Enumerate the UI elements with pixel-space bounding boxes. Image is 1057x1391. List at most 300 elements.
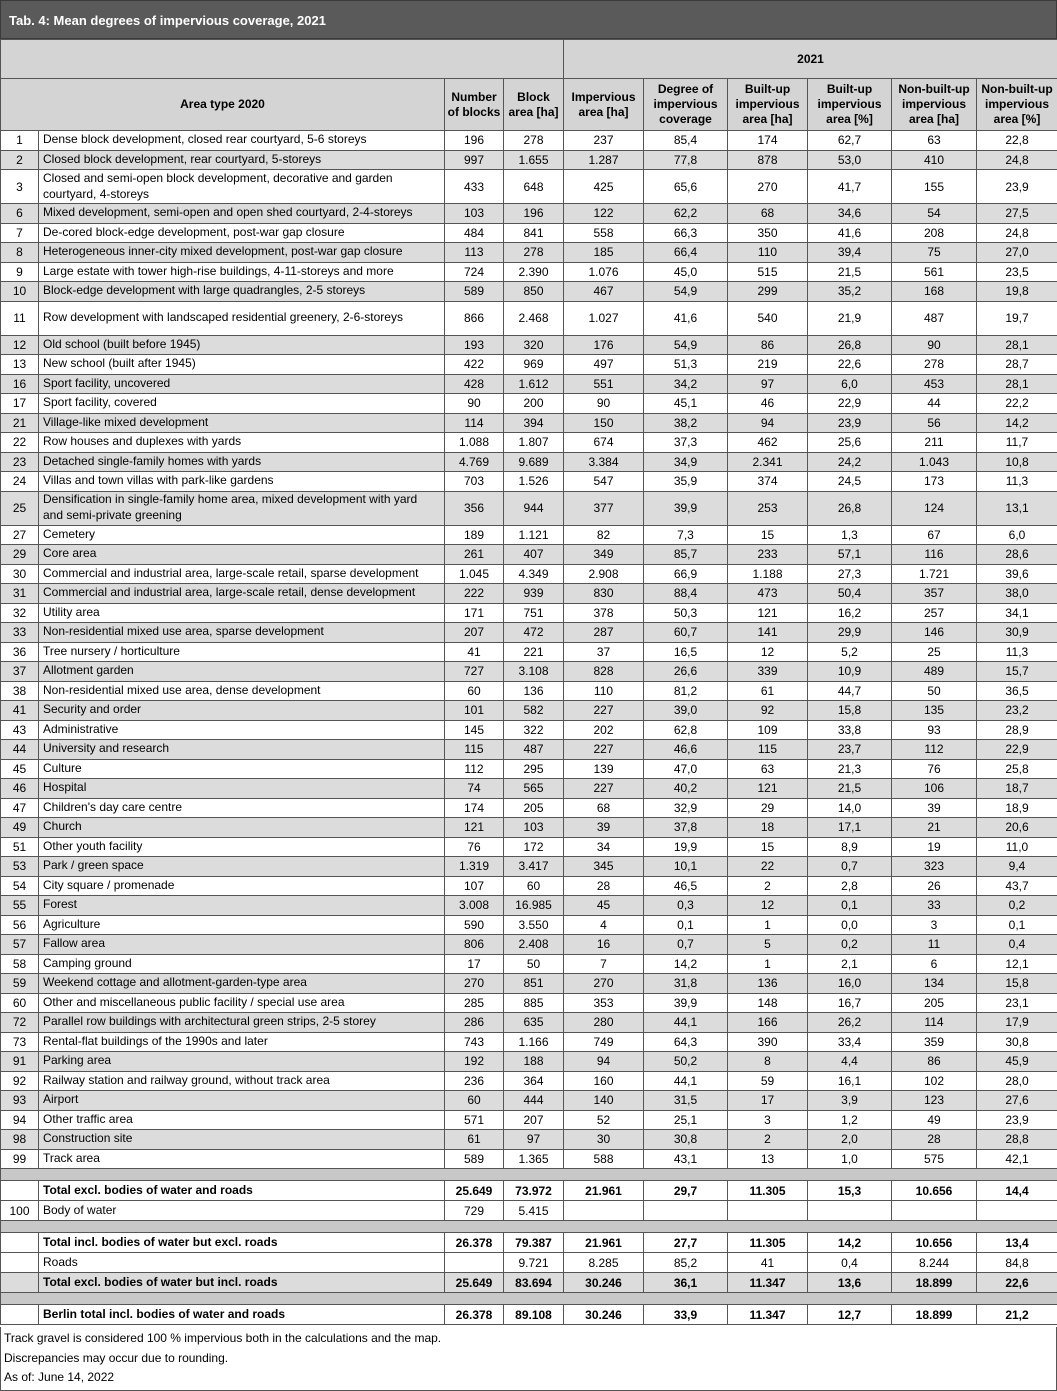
row-area-type: Tree nursery / horticulture — [39, 642, 445, 662]
row-value: 377 — [564, 491, 644, 525]
row-value: 428 — [445, 374, 504, 394]
row-value: 374 — [728, 472, 808, 492]
row-code: 11 — [1, 301, 39, 335]
row-value: 25,8 — [977, 759, 1057, 779]
row-code: 37 — [1, 662, 39, 682]
row-value: 270 — [728, 170, 808, 204]
row-value: 46,6 — [644, 740, 728, 760]
table-row — [1, 642, 1057, 662]
table-row — [1, 818, 1057, 838]
row-area-type: Total excl. bodies of water but incl. roads — [39, 1273, 445, 1293]
row-code: 56 — [1, 915, 39, 935]
row-value: 97 — [504, 1130, 564, 1150]
table-row — [1, 525, 1057, 545]
row-value: 26.378 — [445, 1233, 504, 1253]
row-value: 17,1 — [808, 818, 892, 838]
row-area-type: Parallel row buildings with architectural green strips, 2-5 storey — [39, 1013, 445, 1033]
row-code: 47 — [1, 798, 39, 818]
row-value: 2 — [728, 876, 808, 896]
row-code: 54 — [1, 876, 39, 896]
row-value: 6 — [892, 954, 977, 974]
row-value: 31,8 — [644, 974, 728, 994]
row-value: 270 — [564, 974, 644, 994]
row-code: 38 — [1, 681, 39, 701]
table-row — [1, 452, 1057, 472]
row-value: 39 — [564, 818, 644, 838]
row-area-type: Other and miscellaneous public facility / special use area — [39, 993, 445, 1013]
table-row — [1, 394, 1057, 414]
row-value: 2,1 — [808, 954, 892, 974]
table-row — [1, 759, 1057, 779]
row-value: 1.027 — [564, 301, 644, 335]
row-value: 10,8 — [977, 452, 1057, 472]
row-value: 357 — [892, 584, 977, 604]
row-value: 9.689 — [504, 452, 564, 472]
table-row — [1, 1013, 1057, 1033]
row-area-type: Railway station and railway ground, without track area — [39, 1071, 445, 1091]
row-value: 2.408 — [504, 935, 564, 955]
row-area-type: Parking area — [39, 1052, 445, 1072]
table-title: Tab. 4: Mean degrees of impervious coverage, 2021 — [0, 0, 1057, 39]
row-value: 23,9 — [977, 1110, 1057, 1130]
row-value: 155 — [892, 170, 977, 204]
row-value: 93 — [892, 720, 977, 740]
row-value: 233 — [728, 545, 808, 565]
row-value: 15 — [728, 837, 808, 857]
row-value: 571 — [445, 1110, 504, 1130]
row-value: 46 — [728, 394, 808, 414]
row-value: 61 — [445, 1130, 504, 1150]
row-value: 39,6 — [977, 564, 1057, 584]
row-value: 45,0 — [644, 262, 728, 282]
row-value: 2.908 — [564, 564, 644, 584]
row-value: 24,8 — [977, 223, 1057, 243]
row-value: 339 — [728, 662, 808, 682]
row-value: 101 — [445, 701, 504, 721]
row-value: 29,9 — [808, 623, 892, 643]
table-row — [1, 301, 1057, 335]
row-value: 558 — [564, 223, 644, 243]
table-row — [1, 1149, 1057, 1169]
row-value: 1.655 — [504, 150, 564, 170]
row-value: 278 — [504, 243, 564, 263]
row-value: 145 — [445, 720, 504, 740]
row-value — [892, 1201, 977, 1221]
row-value: 196 — [445, 131, 504, 151]
header-impervious-area: Impervious area [ha] — [564, 79, 644, 131]
row-value: 43,7 — [977, 876, 1057, 896]
row-value: 26,2 — [808, 1013, 892, 1033]
header-built-up-pct: Built-up impervious area [%] — [808, 79, 892, 131]
row-value: 582 — [504, 701, 564, 721]
row-value: 124 — [892, 491, 977, 525]
header-block-area: Block area [ha] — [504, 79, 564, 131]
row-value: 205 — [504, 798, 564, 818]
row-value: 589 — [445, 1149, 504, 1169]
row-value: 74 — [445, 779, 504, 799]
row-value: 23,1 — [977, 993, 1057, 1013]
row-value: 60,7 — [644, 623, 728, 643]
row-value: 56 — [892, 413, 977, 433]
row-code: 13 — [1, 355, 39, 375]
table-row — [1, 584, 1057, 604]
row-value: 0,7 — [808, 857, 892, 877]
row-value: 18,9 — [977, 798, 1057, 818]
table-row — [1, 798, 1057, 818]
table-row — [1, 876, 1057, 896]
row-value: 21.961 — [564, 1181, 644, 1201]
row-value: 4,4 — [808, 1052, 892, 1072]
row-value: 648 — [504, 170, 564, 204]
row-value: 11.347 — [728, 1305, 808, 1325]
row-value: 26,8 — [808, 491, 892, 525]
row-value: 27,6 — [977, 1091, 1057, 1111]
row-value: 703 — [445, 472, 504, 492]
row-code: 73 — [1, 1032, 39, 1052]
row-value: 65,6 — [644, 170, 728, 204]
row-value: 41,7 — [808, 170, 892, 204]
row-value: 0,2 — [808, 935, 892, 955]
row-value: 2.468 — [504, 301, 564, 335]
row-value: 287 — [564, 623, 644, 643]
table-row — [1, 1253, 1057, 1273]
row-value: 3.550 — [504, 915, 564, 935]
row-value: 171 — [445, 603, 504, 623]
row-value: 79.387 — [504, 1233, 564, 1253]
row-value: 86 — [728, 335, 808, 355]
row-value: 674 — [564, 433, 644, 453]
row-value: 193 — [445, 335, 504, 355]
table-row — [1, 355, 1057, 375]
row-value: 17 — [445, 954, 504, 974]
row-value: 3.108 — [504, 662, 564, 682]
row-value: 14,4 — [977, 1181, 1057, 1201]
row-value: 202 — [564, 720, 644, 740]
row-value: 22,2 — [977, 394, 1057, 414]
row-value: 16,1 — [808, 1071, 892, 1091]
row-value: 18.899 — [892, 1305, 977, 1325]
row-value: 3.008 — [445, 896, 504, 916]
row-code: 72 — [1, 1013, 39, 1033]
row-value: 851 — [504, 974, 564, 994]
row-value: 8,9 — [808, 837, 892, 857]
table-row — [1, 974, 1057, 994]
row-value: 46,5 — [644, 876, 728, 896]
row-value: 219 — [728, 355, 808, 375]
row-value: 10,1 — [644, 857, 728, 877]
row-value: 76 — [445, 837, 504, 857]
row-value: 50 — [504, 954, 564, 974]
row-value: 841 — [504, 223, 564, 243]
row-code: 7 — [1, 223, 39, 243]
row-code: 23 — [1, 452, 39, 472]
row-value: 23,2 — [977, 701, 1057, 721]
row-value: 320 — [504, 335, 564, 355]
row-value: 25,6 — [808, 433, 892, 453]
row-code: 10 — [1, 282, 39, 302]
row-value: 425 — [564, 170, 644, 204]
row-value: 12 — [728, 642, 808, 662]
row-value: 11.305 — [728, 1181, 808, 1201]
row-code: 100 — [1, 1201, 39, 1221]
row-value: 53,0 — [808, 150, 892, 170]
row-code: 91 — [1, 1052, 39, 1072]
row-value: 150 — [564, 413, 644, 433]
footnote: Track gravel is considered 100 % impervious both in the calculations and the map. — [4, 1329, 1053, 1349]
row-value: 168 — [892, 282, 977, 302]
row-value: 16,0 — [808, 974, 892, 994]
row-value: 51,3 — [644, 355, 728, 375]
row-value: 136 — [728, 974, 808, 994]
row-value: 22,6 — [808, 355, 892, 375]
table-row — [1, 1201, 1057, 1221]
row-value: 15,8 — [808, 701, 892, 721]
row-value: 36,5 — [977, 681, 1057, 701]
row-value: 109 — [728, 720, 808, 740]
row-area-type: Children's day care centre — [39, 798, 445, 818]
row-value: 115 — [445, 740, 504, 760]
row-value: 28,9 — [977, 720, 1057, 740]
row-value: 4.349 — [504, 564, 564, 584]
row-value: 1.166 — [504, 1032, 564, 1052]
spacer-row — [1, 1169, 1057, 1181]
row-value: 35,2 — [808, 282, 892, 302]
row-value: 515 — [728, 262, 808, 282]
row-value: 57,1 — [808, 545, 892, 565]
row-value: 45 — [564, 896, 644, 916]
spacer-cell — [1, 1169, 1057, 1181]
row-value: 11,0 — [977, 837, 1057, 857]
row-value: 1.045 — [445, 564, 504, 584]
row-value: 39,9 — [644, 491, 728, 525]
row-value: 28 — [892, 1130, 977, 1150]
row-area-type: Fallow area — [39, 935, 445, 955]
row-code: 31 — [1, 584, 39, 604]
row-value: 45,1 — [644, 394, 728, 414]
row-value: 28,1 — [977, 374, 1057, 394]
row-value: 27,7 — [644, 1233, 728, 1253]
table-row — [1, 170, 1057, 204]
row-value: 17 — [728, 1091, 808, 1111]
row-value: 50,3 — [644, 603, 728, 623]
row-value: 19 — [892, 837, 977, 857]
row-code: 24 — [1, 472, 39, 492]
row-value: 751 — [504, 603, 564, 623]
row-value: 10.656 — [892, 1233, 977, 1253]
row-area-type: Church — [39, 818, 445, 838]
row-value: 166 — [728, 1013, 808, 1033]
row-value: 90 — [564, 394, 644, 414]
row-code: 16 — [1, 374, 39, 394]
row-value: 969 — [504, 355, 564, 375]
row-value: 28,7 — [977, 355, 1057, 375]
row-value: 112 — [892, 740, 977, 760]
table-row — [1, 150, 1057, 170]
row-value: 7,3 — [644, 525, 728, 545]
row-value: 27,0 — [977, 243, 1057, 263]
row-area-type: Rental-flat buildings of the 1990s and later — [39, 1032, 445, 1052]
table-row — [1, 1091, 1057, 1111]
row-blank-cell — [1, 1181, 39, 1201]
row-value: 29 — [728, 798, 808, 818]
row-value: 11,7 — [977, 433, 1057, 453]
impervious-coverage-table — [0, 39, 1057, 1325]
row-value: 285 — [445, 993, 504, 1013]
table-row — [1, 491, 1057, 525]
row-value: 68 — [564, 798, 644, 818]
row-code: 22 — [1, 433, 39, 453]
table-row — [1, 603, 1057, 623]
row-value: 2.390 — [504, 262, 564, 282]
row-value: 110 — [564, 681, 644, 701]
row-code: 27 — [1, 525, 39, 545]
row-value: 364 — [504, 1071, 564, 1091]
row-value: 50 — [892, 681, 977, 701]
row-value: 85,7 — [644, 545, 728, 565]
row-value: 85,4 — [644, 131, 728, 151]
row-value: 433 — [445, 170, 504, 204]
row-value: 462 — [728, 433, 808, 453]
row-value: 1.365 — [504, 1149, 564, 1169]
row-value: 729 — [445, 1201, 504, 1221]
row-area-type: Row development with landscaped residential greenery, 2-6-storeys — [39, 301, 445, 335]
row-code: 17 — [1, 394, 39, 414]
row-value: 350 — [728, 223, 808, 243]
row-value: 551 — [564, 374, 644, 394]
row-value: 30,8 — [977, 1032, 1057, 1052]
table-row — [1, 857, 1057, 877]
row-value: 49 — [892, 1110, 977, 1130]
row-value: 25.649 — [445, 1181, 504, 1201]
row-value: 9.721 — [504, 1253, 564, 1273]
row-value — [644, 1201, 728, 1221]
row-value: 1.526 — [504, 472, 564, 492]
row-value: 13,4 — [977, 1233, 1057, 1253]
row-value: 134 — [892, 974, 977, 994]
row-value: 24,8 — [977, 150, 1057, 170]
row-value: 37 — [564, 642, 644, 662]
row-value: 359 — [892, 1032, 977, 1052]
row-code: 93 — [1, 1091, 39, 1111]
row-value: 322 — [504, 720, 564, 740]
row-value: 121 — [728, 603, 808, 623]
row-value: 90 — [892, 335, 977, 355]
table-row — [1, 915, 1057, 935]
row-area-type: Densification in single-family home area, mixed development with yard and semi-private greening — [39, 491, 445, 525]
row-value: 390 — [728, 1032, 808, 1052]
row-value: 467 — [564, 282, 644, 302]
row-area-type: Row houses and duplexes with yards — [39, 433, 445, 453]
row-value: 68 — [728, 204, 808, 224]
spacer-row — [1, 1221, 1057, 1233]
row-value: 487 — [504, 740, 564, 760]
row-area-type: Dense block development, closed rear courtyard, 5-6 storeys — [39, 131, 445, 151]
table-row — [1, 131, 1057, 151]
row-value: 39 — [892, 798, 977, 818]
row-value: 743 — [445, 1032, 504, 1052]
row-value: 22,6 — [977, 1273, 1057, 1293]
row-area-type: Hospital — [39, 779, 445, 799]
row-value — [977, 1201, 1057, 1221]
row-value: 45,9 — [977, 1052, 1057, 1072]
row-value: 1.043 — [892, 452, 977, 472]
row-value: 497 — [564, 355, 644, 375]
table-row — [1, 262, 1057, 282]
row-area-type: Villas and town villas with park-like gardens — [39, 472, 445, 492]
footnote: Discrepancies may occur due to rounding. — [4, 1349, 1053, 1369]
row-value: 36,1 — [644, 1273, 728, 1293]
row-value: 62,7 — [808, 131, 892, 151]
row-value: 43,1 — [644, 1149, 728, 1169]
row-value: 208 — [892, 223, 977, 243]
row-value: 828 — [564, 662, 644, 682]
row-value: 196 — [504, 204, 564, 224]
row-value: 30,9 — [977, 623, 1057, 643]
row-value: 40,2 — [644, 779, 728, 799]
row-value: 349 — [564, 545, 644, 565]
row-value — [808, 1201, 892, 1221]
row-code: 21 — [1, 413, 39, 433]
row-value: 227 — [564, 740, 644, 760]
row-code: 2 — [1, 150, 39, 170]
row-value: 19,7 — [977, 301, 1057, 335]
row-value: 19,9 — [644, 837, 728, 857]
row-value: 33 — [892, 896, 977, 916]
row-value: 3.384 — [564, 452, 644, 472]
row-value: 30.246 — [564, 1305, 644, 1325]
row-code: 49 — [1, 818, 39, 838]
row-value: 30.246 — [564, 1273, 644, 1293]
grand-total-row — [1, 1305, 1057, 1325]
row-blank-cell — [1, 1305, 39, 1325]
row-value: 26,6 — [644, 662, 728, 682]
header-degree-of-coverage: Degree of impervious coverage — [644, 79, 728, 131]
header-non-built-up-pct: Non-built-up impervious area [%] — [977, 79, 1057, 131]
row-code: 59 — [1, 974, 39, 994]
row-value: 323 — [892, 857, 977, 877]
row-area-type: Large estate with tower high-rise buildings, 4-11-storeys and more — [39, 262, 445, 282]
row-value: 103 — [445, 204, 504, 224]
row-value: 22,9 — [977, 740, 1057, 760]
row-value: 9,4 — [977, 857, 1057, 877]
row-value: 28,6 — [977, 545, 1057, 565]
row-value: 54,9 — [644, 335, 728, 355]
row-value: 41,6 — [808, 223, 892, 243]
row-value: 32,9 — [644, 798, 728, 818]
row-area-type: Culture — [39, 759, 445, 779]
row-value: 11,3 — [977, 472, 1057, 492]
row-value: 37,8 — [644, 818, 728, 838]
row-value: 146 — [892, 623, 977, 643]
row-code: 43 — [1, 720, 39, 740]
row-value: 122 — [564, 204, 644, 224]
row-value: 5 — [728, 935, 808, 955]
row-value: 121 — [728, 779, 808, 799]
row-value: 21,5 — [808, 779, 892, 799]
row-value: 16,5 — [644, 642, 728, 662]
row-value: 561 — [892, 262, 977, 282]
row-value: 116 — [892, 545, 977, 565]
row-value: 356 — [445, 491, 504, 525]
row-value: 590 — [445, 915, 504, 935]
row-value: 0,2 — [977, 896, 1057, 916]
row-value: 174 — [728, 131, 808, 151]
row-value: 885 — [504, 993, 564, 1013]
row-value: 23,5 — [977, 262, 1057, 282]
row-value: 1.121 — [504, 525, 564, 545]
row-value: 997 — [445, 150, 504, 170]
row-value: 3,9 — [808, 1091, 892, 1111]
